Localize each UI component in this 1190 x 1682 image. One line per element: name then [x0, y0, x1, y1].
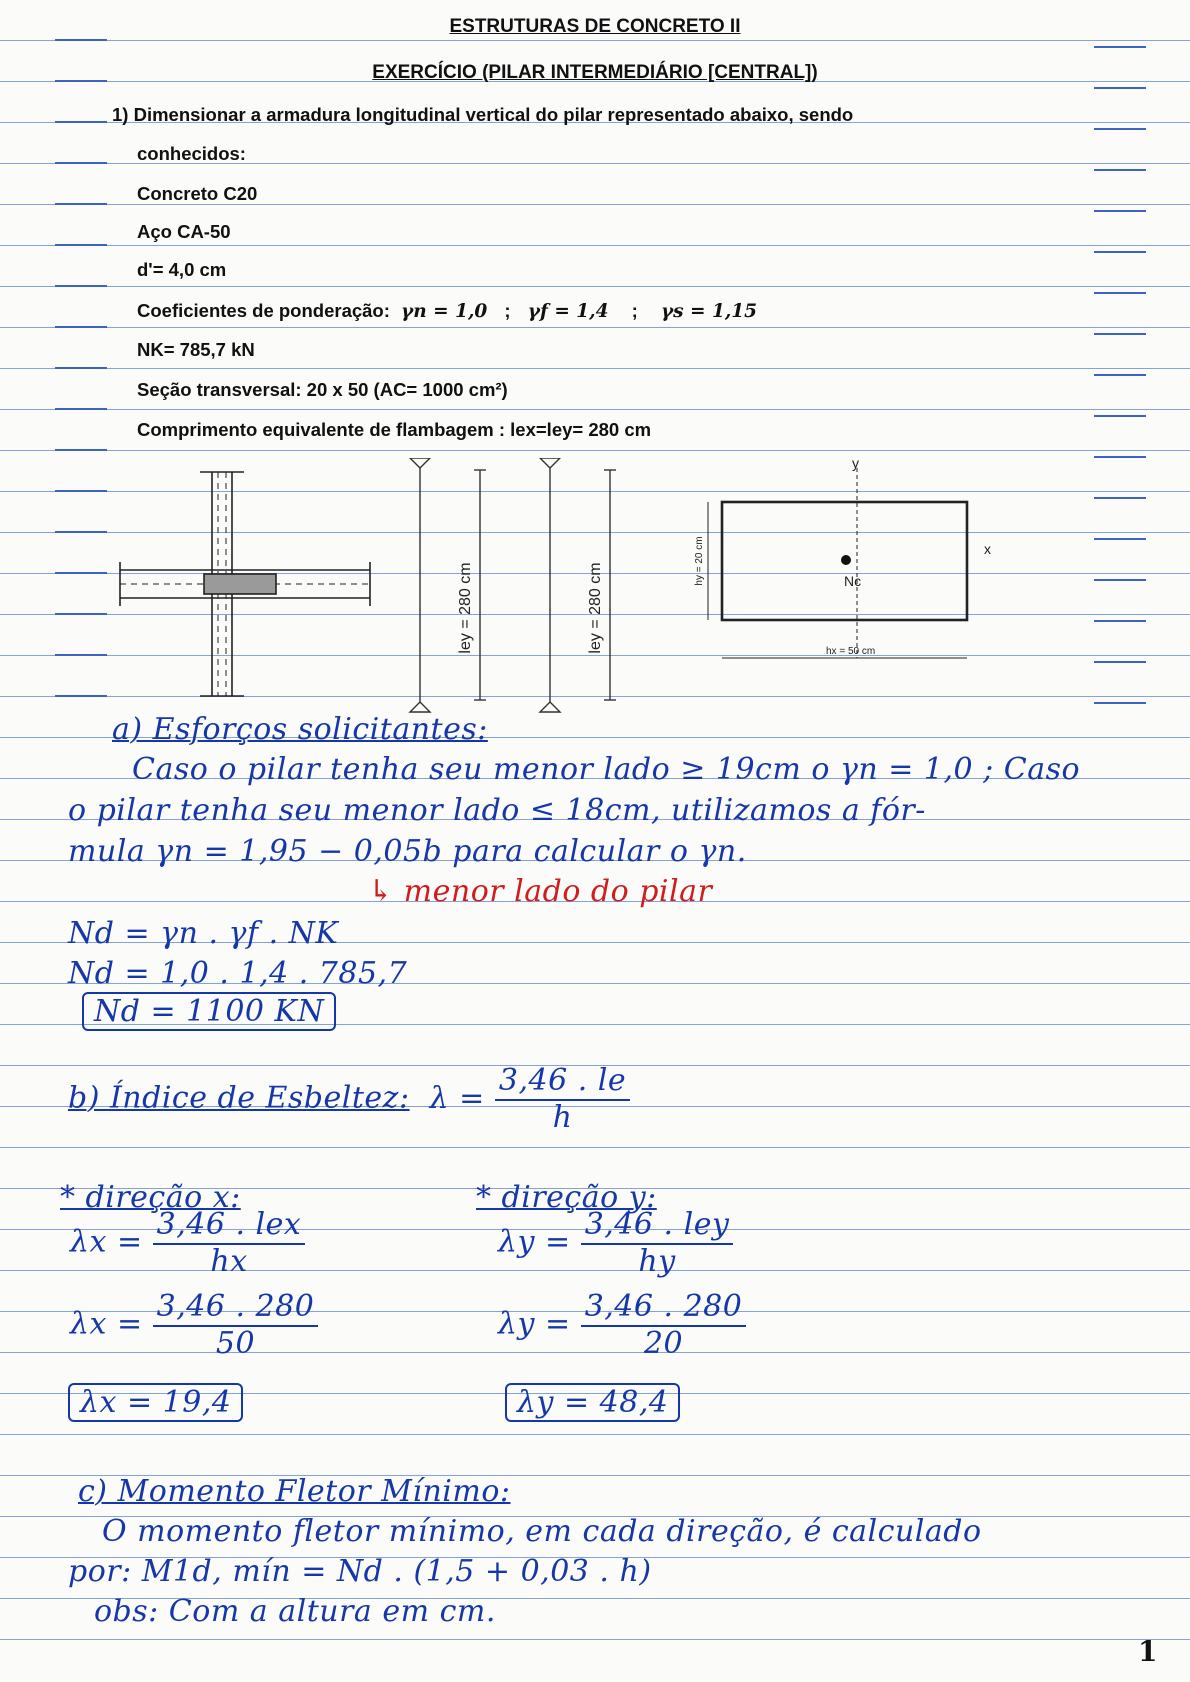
lambda-x-denominator-2: 50	[215, 1325, 256, 1361]
lambda-x-lhs: λx =	[70, 1224, 143, 1260]
lambda-x-formula	[70, 1208, 305, 1279]
ley-label-2: ley = 280 cm	[587, 562, 604, 654]
lambda-x-substitution	[70, 1290, 318, 1361]
lambda-x-numerator: 3,46 . lex	[153, 1208, 306, 1245]
margin-tick-left	[55, 408, 107, 410]
problem-intro-line1: 1) Dimensionar a armadura longitudinal vertical do pilar representado abaixo, sendo	[112, 104, 854, 125]
margin-tick-left	[55, 367, 107, 369]
margin-tick-right	[1094, 620, 1146, 622]
margin-tick-right	[1094, 210, 1146, 212]
lambda-x-result	[68, 1385, 243, 1420]
coefficients-label: Coeficientes de ponderação:	[137, 300, 390, 321]
lambda-y-fraction-2	[581, 1290, 747, 1361]
section-c-line2: por: M1d, mín = Nd . (1,5 + 0,03 . h)	[68, 1554, 652, 1589]
section-c-title: c) Momento Fletor Mínimo:	[78, 1474, 511, 1509]
lambda-y-denominator-2: 20	[643, 1325, 684, 1361]
nd-result-box: Nd = 1100 KN	[82, 992, 336, 1031]
direction-x-title: * direção x:	[60, 1180, 241, 1215]
section-a-note: ↳ menor lado do pilar	[368, 874, 713, 909]
page-number: 1	[1138, 1635, 1158, 1668]
lambda-x-numerator-2: 3,46 . 280	[153, 1290, 319, 1327]
ruled-line	[0, 1639, 1190, 1640]
lambda-y-numerator-2: 3,46 . 280	[581, 1290, 747, 1327]
nk-value: NK= 785,7 kN	[137, 339, 255, 360]
gamma-s: γs = 1,15	[660, 301, 758, 322]
margin-tick-left	[55, 326, 107, 328]
separator: ;	[631, 300, 638, 321]
cross-section-drawing	[708, 468, 967, 658]
margin-tick-right	[1094, 292, 1146, 294]
margin-tick-left	[55, 121, 107, 123]
lambda-x-denominator: hx	[210, 1243, 248, 1279]
document-subtitle: EXERCÍCIO (PILAR INTERMEDIÁRIO [CENTRAL])	[372, 62, 818, 83]
nd-result	[82, 994, 336, 1029]
margin-tick-right	[1094, 374, 1146, 376]
ruled-line	[0, 450, 1190, 451]
axis-y-label: y	[852, 458, 859, 471]
lambda-denominator: h	[552, 1099, 573, 1135]
nd-formula: Nd = γn . γf . NK	[68, 916, 339, 951]
concrete-class: Concreto C20	[137, 183, 258, 204]
lambda-y-lhs: λy =	[498, 1224, 571, 1260]
section-b-row	[68, 1064, 630, 1135]
separator: ;	[504, 300, 511, 321]
lambda-fraction	[495, 1064, 630, 1135]
column-figure	[100, 458, 1100, 718]
buckling-length: Comprimento equivalente de flambagem : lex=ley= 280 cm	[137, 419, 652, 440]
lambda-x-fraction	[153, 1208, 306, 1279]
lambda-y-result-box: λy = 48,4	[505, 1383, 680, 1422]
margin-tick-left	[55, 162, 107, 164]
coefficients-row	[137, 300, 757, 322]
axis-x-label: x	[984, 541, 991, 557]
margin-tick-left	[55, 244, 107, 246]
ruled-line	[0, 368, 1190, 369]
margin-tick-right	[1094, 538, 1146, 540]
lambda-y-substitution	[498, 1290, 746, 1361]
ruled-line	[0, 286, 1190, 287]
problem-intro-line2: conhecidos:	[137, 143, 246, 164]
elevation-drawing-1	[410, 458, 486, 712]
direction-y-title: * direção y:	[476, 1180, 657, 1215]
lambda-y-denominator: hy	[638, 1243, 676, 1279]
margin-tick-left	[55, 449, 107, 451]
margin-tick-right	[1094, 87, 1146, 89]
document-title: ESTRUTURAS DE CONCRETO II	[449, 16, 741, 37]
d-prime: d'= 4,0 cm	[137, 259, 227, 280]
nd-substitution: Nd = 1,0 . 1,4 . 785,7	[68, 956, 408, 991]
margin-tick-right	[1094, 169, 1146, 171]
gamma-n: γn = 1,0	[401, 301, 488, 322]
hy-dimension: hy = 20 cm	[694, 536, 705, 586]
gamma-f: γf = 1,4	[527, 301, 609, 322]
lambda-lhs: λ =	[429, 1080, 485, 1116]
lambda-y-numerator: 3,46 . ley	[581, 1208, 734, 1245]
margin-tick-left	[55, 39, 107, 41]
section-a-line1: Caso o pilar tenha seu menor lado ≥ 19cm o γn = 1,0 ; Caso	[132, 752, 1081, 787]
nc-label: Nc	[844, 573, 862, 589]
section-b-title: b) Índice de Esbeltez:	[68, 1080, 410, 1116]
lambda-y-lhs-2: λy =	[498, 1306, 571, 1342]
margin-tick-left	[55, 203, 107, 205]
elevation-drawing-2	[540, 458, 616, 712]
lambda-y-formula	[498, 1208, 733, 1279]
hx-dimension: hx = 50 cm	[826, 646, 876, 657]
lambda-numerator: 3,46 . le	[495, 1064, 630, 1101]
margin-tick-right	[1094, 333, 1146, 335]
lambda-y-result	[505, 1385, 680, 1420]
margin-tick-right	[1094, 128, 1146, 130]
margin-tick-right	[1094, 415, 1146, 417]
lambda-x-fraction-2	[153, 1290, 319, 1361]
margin-tick-right	[1094, 497, 1146, 499]
section-a-line3: mula γn = 1,95 − 0,05b para calcular o γn.	[68, 834, 747, 869]
steel-class: Aço CA-50	[137, 221, 231, 242]
section-a-title: a) Esforços solicitantes:	[112, 712, 488, 747]
margin-tick-right	[1094, 579, 1146, 581]
margin-tick-right	[1094, 456, 1146, 458]
lambda-x-result-box: λx = 19,4	[68, 1383, 243, 1422]
lambda-y-fraction	[581, 1208, 734, 1279]
ruled-line	[0, 245, 1190, 246]
ruled-line	[0, 409, 1190, 410]
margin-tick-left	[55, 285, 107, 287]
section-a-line2: o pilar tenha seu menor lado ≤ 18cm, utilizamos a fór-	[68, 793, 926, 828]
column-plan-drawing	[120, 472, 370, 696]
margin-tick-right	[1094, 251, 1146, 253]
cross-section: Seção transversal: 20 x 50 (AC= 1000 cm²)	[137, 379, 508, 400]
section-c-line3: obs: Com a altura em cm.	[94, 1594, 496, 1629]
margin-tick-right	[1094, 702, 1146, 704]
section-c-line1: O momento fletor mínimo, em cada direção, é calculado	[102, 1514, 982, 1549]
ruled-line	[0, 327, 1190, 328]
ruled-line	[0, 1147, 1190, 1148]
margin-tick-right	[1094, 46, 1146, 48]
ruled-line	[0, 40, 1190, 41]
lambda-x-lhs-2: λx =	[70, 1306, 143, 1342]
ley-label-1: ley = 280 cm	[457, 562, 474, 654]
ruled-line	[0, 1434, 1190, 1435]
margin-tick-right	[1094, 661, 1146, 663]
